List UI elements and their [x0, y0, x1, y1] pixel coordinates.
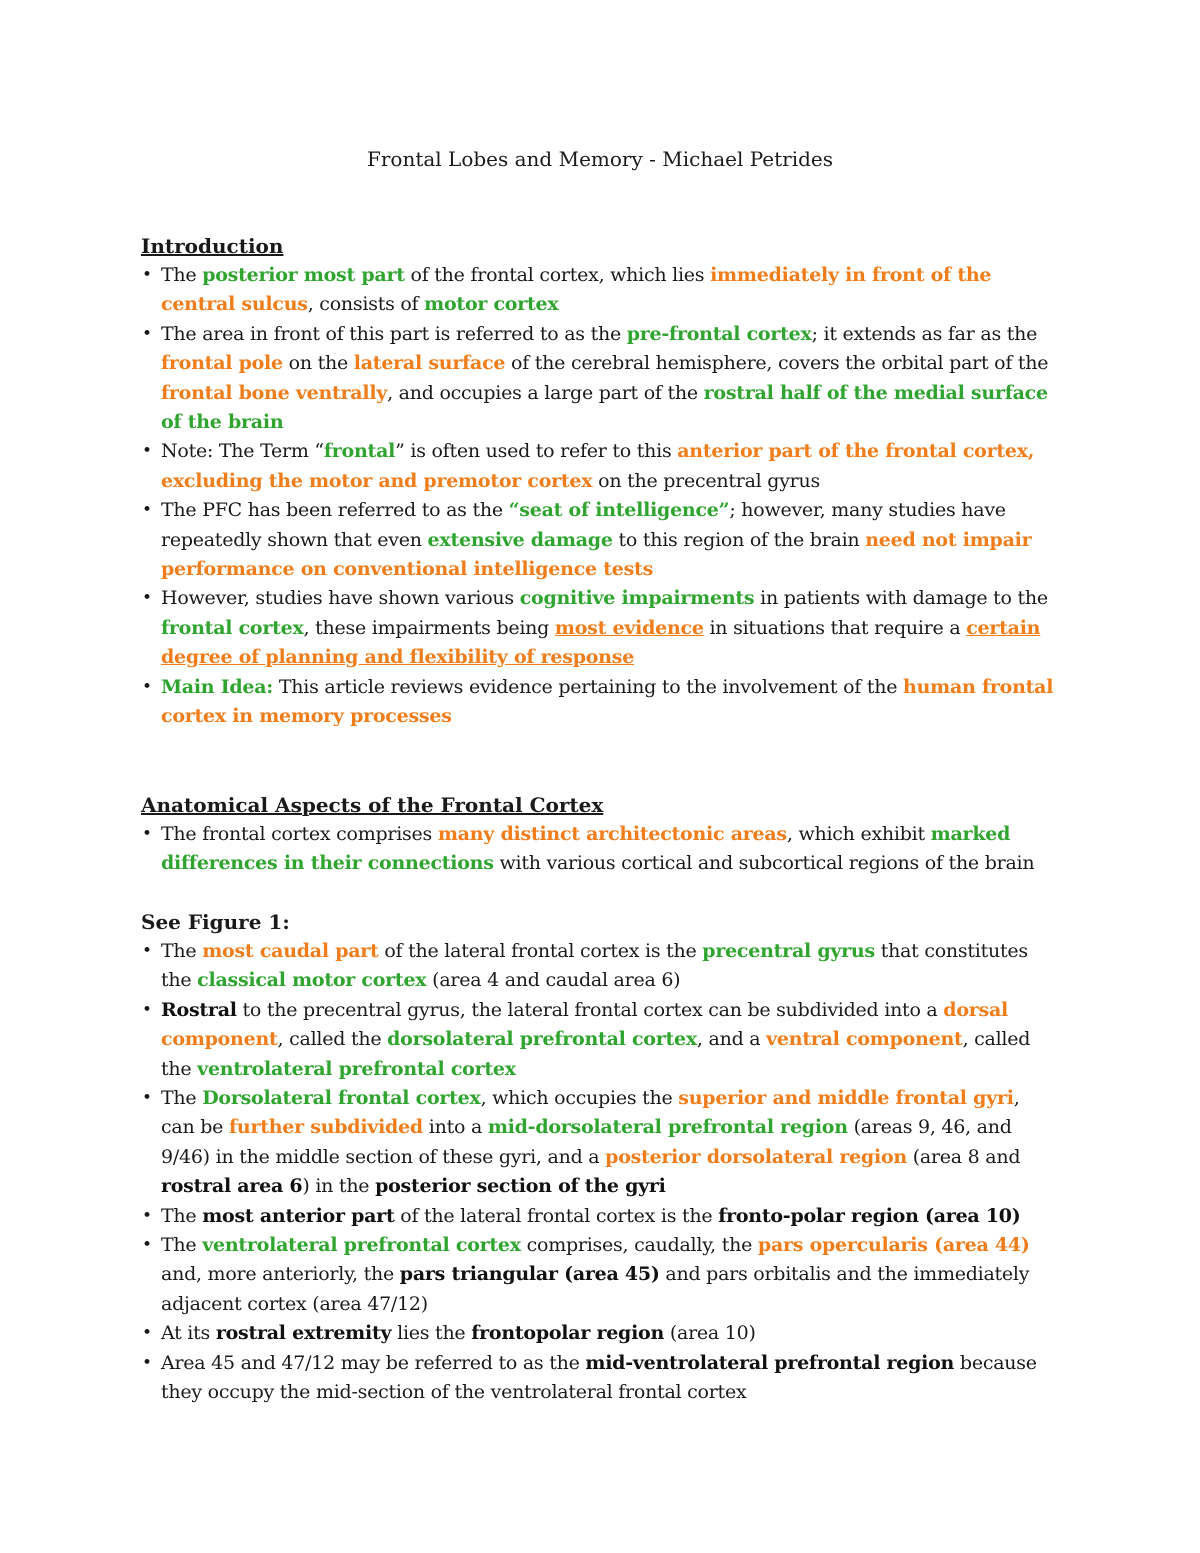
highlighted-text: most caudal part — [202, 940, 379, 962]
highlighted-text: further subdivided — [228, 1116, 423, 1139]
bullet-item — [141, 584, 1056, 672]
highlighted-text: posterior most part — [202, 264, 405, 286]
highlighted-text: dorsolateral prefrontal cortex — [387, 1028, 697, 1051]
anatomy-bullet-list — [141, 820, 1056, 879]
body-text: to the precentral gyrus, the lateral frontal cortex can be subdivided into a — [236, 998, 944, 1021]
highlighted-text: ventrolateral prefrontal cortex — [202, 1234, 521, 1257]
body-text: in patients with damage to the — [754, 587, 1048, 610]
bullet-dot-icon: • — [142, 1088, 152, 1109]
body-text: ” is often used to refer to this — [395, 440, 678, 463]
body-text: of the cerebral hemisphere, covers the orbital part of the — [505, 352, 1049, 375]
highlighted-text: marked differences in their connections — [161, 823, 1011, 875]
body-text: , these impairments being — [303, 616, 555, 639]
body-text: At its — [161, 1322, 216, 1345]
highlighted-text: Main Idea: — [161, 675, 274, 698]
bullet-item — [141, 1231, 1056, 1319]
body-text: Area 45 and 47/12 may be referred to as the — [161, 1351, 586, 1374]
highlighted-text: anterior part of the frontal cortex, excluding the motor and premotor cortex — [161, 440, 1035, 492]
bullet-dot-icon: • — [142, 588, 152, 609]
body-text: (area 10) — [664, 1322, 756, 1345]
document-title: Frontal Lobes and Memory - Michael Petrides — [366, 147, 834, 171]
body-text: The area in front of this part is referred to as the — [161, 322, 627, 345]
highlighted-text: pre-frontal cortex — [626, 322, 812, 345]
highlighted-text: pars triangular (area 45) — [399, 1263, 660, 1286]
highlighted-text: ventral component — [766, 1028, 963, 1051]
body-text: , and occupies a large part of the — [387, 381, 704, 404]
highlighted-text: fronto-polar region (area 10) — [718, 1204, 1021, 1227]
highlighted-text: posterior dorsolateral region — [605, 1145, 907, 1168]
body-text: , and a — [696, 1028, 767, 1051]
bullet-dot-icon: • — [142, 676, 152, 697]
body-text: into a — [422, 1116, 488, 1139]
highlighted-text: immediately in front of the central sulcus — [161, 264, 992, 316]
body-text: The — [161, 940, 203, 962]
body-text: The — [161, 1087, 203, 1110]
bullet-item — [141, 496, 1056, 584]
body-text: on the precentral gyrus — [592, 469, 820, 492]
highlighted-text: Dorsolateral frontal cortex — [202, 1087, 481, 1110]
body-text: because they occupy the mid-section of the ventrolateral frontal cortex — [161, 1351, 1037, 1404]
body-text: , can be — [161, 1087, 1020, 1139]
highlighted-text: motor cortex — [424, 293, 559, 316]
body-text: (areas 9, 46, and 9/46) in the middle section of these gyri, and a — [161, 1116, 1012, 1168]
highlighted-text: classical motor cortex — [197, 969, 427, 992]
highlighted-text: superior and middle frontal gyri — [678, 1087, 1014, 1110]
body-text: on the — [282, 352, 354, 375]
body-text: , called the — [161, 1028, 1031, 1080]
bullet-item — [141, 996, 1056, 1084]
highlighted-text: most anterior part — [202, 1204, 395, 1227]
bullet-dot-icon: • — [142, 824, 152, 844]
highlighted-text: need not impair performance on conventional intelligence tests — [161, 528, 1032, 581]
highlighted-text: Rostral — [161, 998, 237, 1021]
body-text: The — [161, 1234, 203, 1257]
body-text: and, more anteriorly, the — [161, 1263, 400, 1286]
highlighted-text: frontopolar region — [471, 1322, 665, 1345]
bullet-dot-icon: • — [142, 441, 152, 462]
body-text: of the lateral frontal cortex is the — [394, 1204, 719, 1227]
bullet-dot-icon: • — [142, 323, 152, 344]
bullet-item — [141, 1319, 1056, 1348]
body-text: This article reviews evidence pertaining to the involvement of the — [273, 675, 904, 698]
highlighted-text: most evidence — [554, 616, 704, 639]
highlighted-text: cognitive impairments — [519, 587, 755, 610]
highlighted-text: lateral surface — [353, 352, 506, 375]
body-text: comprises, caudally, the — [520, 1234, 758, 1257]
bullet-item — [141, 1202, 1056, 1231]
highlighted-text: extensive damage — [427, 528, 613, 551]
highlighted-text: frontal pole — [161, 352, 283, 375]
introduction-bullet-list — [141, 261, 1056, 732]
body-text: The PFC has been referred to as the — [161, 499, 509, 522]
bullet-item — [141, 673, 1056, 732]
body-text: of the frontal cortex, which lies — [404, 264, 711, 286]
bullet-dot-icon: • — [142, 999, 152, 1020]
body-text: , which exhibit — [786, 823, 931, 845]
bullet-dot-icon: • — [142, 1205, 152, 1226]
figure-subheading: See Figure 1: — [141, 910, 290, 934]
bullet-item — [141, 261, 1056, 320]
body-text: The frontal cortex comprises — [161, 823, 438, 845]
highlighted-text: rostral area 6 — [161, 1175, 303, 1198]
bullet-dot-icon: • — [142, 1352, 152, 1373]
body-text: , called the — [277, 1028, 388, 1051]
highlighted-text: rostral half of the medial surface of the brain — [161, 381, 1048, 434]
body-text: However, studies have shown various — [161, 587, 520, 610]
body-text: (area 8 and — [906, 1145, 1021, 1168]
body-text: in situations that require a — [703, 616, 967, 639]
body-text: Note: The Term “ — [161, 440, 324, 463]
bullet-dot-icon: • — [142, 941, 152, 961]
bullet-item — [141, 437, 1056, 496]
highlighted-text: posterior section of the gyri — [375, 1175, 666, 1198]
bullet-item — [141, 820, 1056, 879]
highlighted-text: mid-ventrolateral prefrontal region — [585, 1351, 955, 1374]
bullet-item — [141, 1084, 1056, 1202]
highlighted-text: frontal bone ventrally — [161, 381, 388, 404]
section-heading-anatomy: Anatomical Aspects of the Frontal Cortex — [141, 793, 604, 817]
bullet-item — [141, 1349, 1056, 1408]
body-text: to this region of the brain — [612, 528, 866, 551]
body-text: ) in the — [302, 1175, 376, 1198]
body-text: lies the — [391, 1322, 472, 1345]
highlighted-text: frontal cortex — [161, 616, 304, 639]
bullet-item — [141, 937, 1056, 996]
body-text: of the lateral frontal cortex is the — [378, 940, 703, 962]
bullet-dot-icon: • — [142, 500, 152, 521]
highlighted-text: dorsal component — [161, 998, 1008, 1051]
highlighted-text: frontal — [323, 440, 396, 463]
body-text: and pars orbitalis and the immediately adjacent cortex (area 47/12) — [161, 1263, 1030, 1315]
highlighted-text: ventrolateral prefrontal cortex — [197, 1057, 516, 1080]
bullet-item — [141, 320, 1056, 438]
highlighted-text: “seat of intelligence” — [508, 499, 730, 522]
body-text: , which occupies the — [480, 1087, 679, 1110]
highlighted-text: mid-dorsolateral prefrontal region — [487, 1116, 848, 1139]
body-text: with various cortical and subcortical regions of the brain — [493, 852, 1035, 875]
body-text: ; it extends as far as the — [811, 322, 1038, 345]
body-text: (area 4 and caudal area 6) — [426, 969, 681, 992]
highlighted-text: human frontal cortex in memory processes — [161, 675, 1054, 728]
body-text: The — [161, 264, 203, 286]
body-text: The — [161, 1204, 203, 1227]
highlighted-text: precentral gyrus — [702, 940, 875, 962]
highlighted-text: certain degree of planning and flexibility of response — [161, 616, 1041, 669]
figure-bullet-list — [141, 937, 1056, 1408]
bullet-dot-icon: • — [142, 1235, 152, 1256]
highlighted-text: rostral extremity — [215, 1322, 392, 1345]
highlighted-text: many distinct architectonic areas — [437, 823, 787, 845]
bullet-dot-icon: • — [142, 265, 152, 285]
highlighted-text: pars opercularis (area 44) — [757, 1234, 1030, 1257]
section-heading-introduction: Introduction — [141, 234, 284, 258]
body-text: that constitutes the — [161, 940, 1028, 992]
body-text: , consists of — [307, 293, 425, 316]
body-text: ; however, many studies have repeatedly shown that even — [161, 499, 1006, 551]
bullet-dot-icon: • — [142, 1323, 152, 1344]
